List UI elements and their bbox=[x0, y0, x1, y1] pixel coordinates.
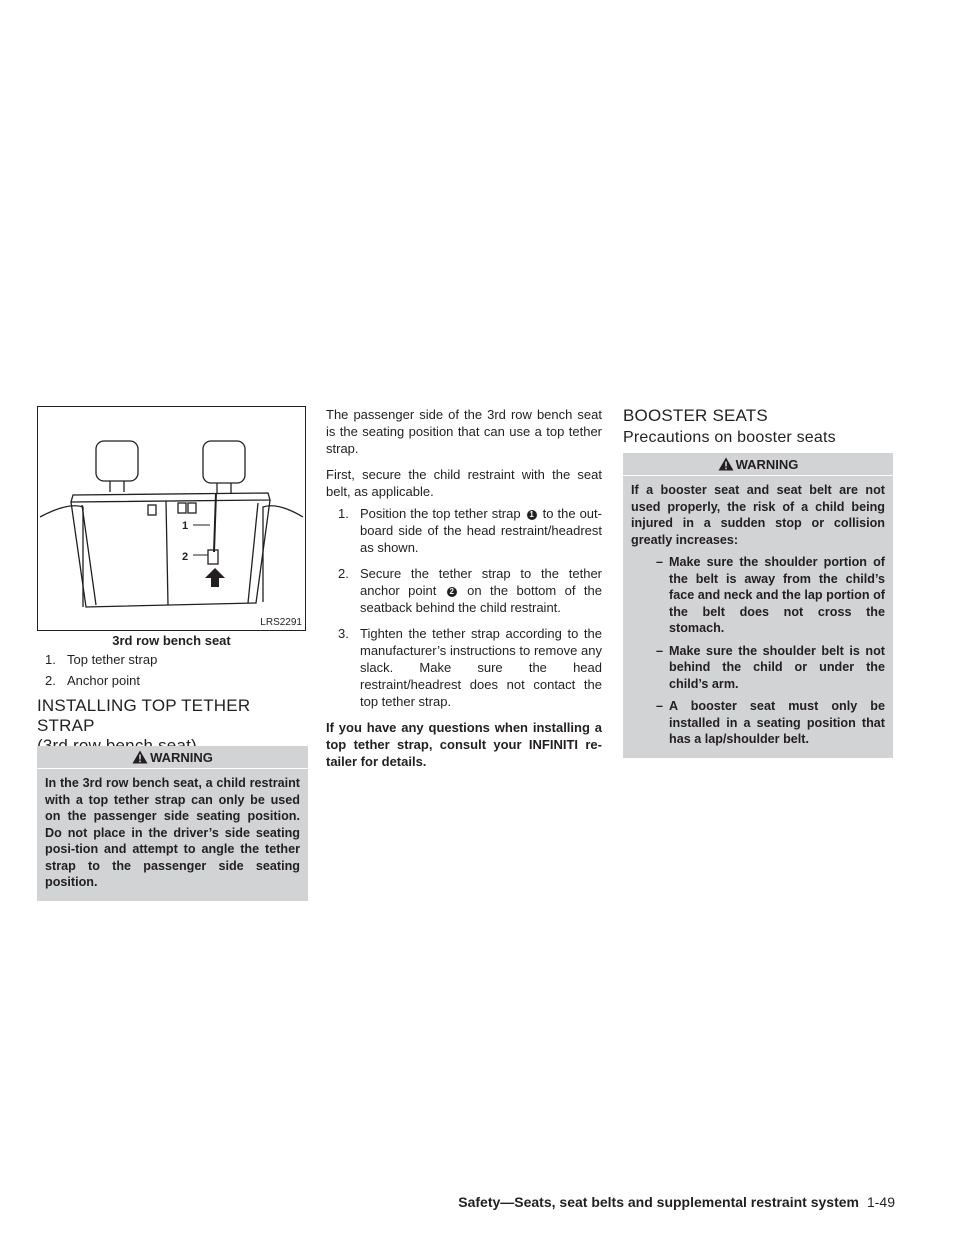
warning-list-item: – A booster seat must only be installed in a seating position that has a lap/shoulder belt. bbox=[655, 699, 885, 746]
closing-note: If you have any questions when installing a top tether strap, consult your INFINITI re-tailer for details. bbox=[326, 720, 602, 769]
warning-box-booster bbox=[623, 453, 893, 758]
paragraph: First, secure the child restraint with the seat belt, as applicable. bbox=[326, 467, 602, 499]
warning-text: If a booster seat and seat belt are not used properly, the risk of a child being injured in a sudden stop or collision greatly increases: – Make sure the shoulder portion of the belt is away from the child’s face and neck and the lap portion of the belt does not cross the stomach. – Make sure the shoulder belt is not behind the child or under the child’s arm. – A booster seat must only be installed in a seating position that has a lap/shoulder belt. bbox=[631, 483, 885, 746]
page-number: 1-49 bbox=[866, 1194, 895, 1210]
warning-list-item: – Make sure the shoulder portion of the belt is away from the child’s face and neck and the lap portion of the belt does not cross the stomach. bbox=[655, 555, 885, 635]
callout-2: 2 bbox=[182, 551, 189, 563]
step-item: 1. Position the top tether strap 1 to the out-board side of the head restraint/headrest as shown. bbox=[338, 506, 602, 555]
page-footer bbox=[458, 1194, 895, 1210]
figure-code: LRS2291 bbox=[260, 617, 302, 628]
chapter-title: Safety—Seats, seat belts and supplemental restraint system bbox=[458, 1194, 859, 1210]
callout-marker-2: 2 bbox=[447, 587, 457, 597]
arrow-up-icon bbox=[205, 568, 225, 587]
warning-header: WARNING bbox=[37, 746, 308, 768]
warning-text: In the 3rd row bench seat, a child restraint with a top tether strap can only be used on the passenger side seating position. Do not place in the driver’s side seating posi-tion and attempt to angle the tether strap to the passenger side seating position. bbox=[45, 776, 300, 889]
seat-illustration bbox=[37, 406, 306, 631]
tether-instructions bbox=[326, 406, 602, 770]
warning-header: WARNING bbox=[623, 453, 893, 475]
warning-box-tether bbox=[37, 746, 308, 901]
legend-item: 2. Anchor point bbox=[45, 673, 140, 688]
callout-marker-1: 1 bbox=[527, 510, 537, 520]
warning-triangle-icon bbox=[132, 750, 148, 764]
callout-1: 1 bbox=[182, 520, 189, 532]
step-item: 2. Secure the tether strap to the tether anchor point 2 on the bottom of the seatback behind the child restraint. bbox=[338, 566, 602, 615]
bench-seat-drawing bbox=[38, 407, 305, 630]
warning-triangle-icon bbox=[718, 457, 734, 471]
section-heading-booster: BOOSTER SEATS Precautions on booster seats bbox=[623, 406, 836, 446]
section-heading-tether: INSTALLING TOP TETHER STRAP bbox=[37, 696, 251, 735]
figure-caption: 3rd row bench seat bbox=[112, 633, 231, 648]
paragraph: The passenger side of the 3rd row bench seat is the seating position that can use a top tether strap. bbox=[326, 407, 602, 456]
figure-legend bbox=[37, 651, 308, 689]
step-item: 3. Tighten the tether strap according to the manufacturer’s instructions to remove any slack. Make sure the head restraint/headrest does not contact the top tether strap. bbox=[338, 626, 602, 709]
legend-item: 1. Top tether strap bbox=[45, 652, 158, 667]
warning-list-item: – Make sure the shoulder belt is not behind the child or under the child’s arm. bbox=[655, 643, 885, 691]
